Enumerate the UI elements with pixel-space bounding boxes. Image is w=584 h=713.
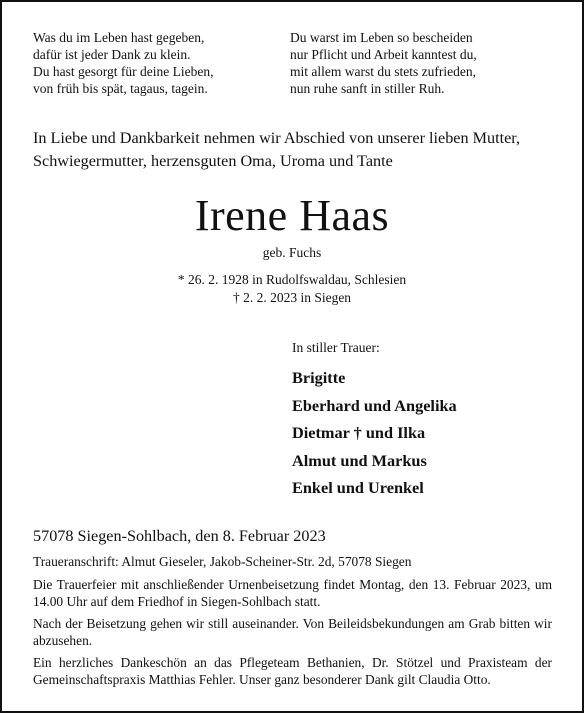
mourner-name: Brigitte: [292, 368, 346, 387]
death-date: † 2. 2. 2023 in Siegen: [232, 290, 352, 305]
mourner-name: Enkel und Urenkel: [292, 478, 424, 497]
place-date: 57078 Siegen-Sohlbach, den 8. Februar 2023: [33, 527, 326, 545]
mourner-name: Dietmar † und Ilka: [292, 423, 426, 442]
birth-date: * 26. 2. 1928 in Rudolfswaldau, Schlesien: [177, 272, 407, 287]
poem-line: Du hast gesorgt für deine Lieben,: [33, 64, 214, 79]
deceased-name: Irene Haas: [194, 191, 390, 240]
mourning-label: In stiller Trauer:: [292, 340, 380, 355]
mourner-name: Almut und Markus: [292, 450, 427, 470]
condolences-note: Nach der Beisetzung gehen wir still auseinander. Von Beileidsbekundungen am Grab bitten wir abzusehen.: [33, 616, 552, 648]
poem-line: mit allem warst du stets zufrieden,: [290, 64, 476, 79]
mourners-list: [292, 364, 457, 502]
mourning-address: Traueranschrift: Almut Gieseler, Jakob-Scheiner-Str. 2d, 57078 Siegen: [33, 554, 412, 569]
poem-line: dafür ist jeder Dank zu klein.: [33, 47, 191, 62]
poem-line: nur Pflicht und Arbeit kanntest du,: [290, 47, 477, 62]
mourner-name: Eberhard und Angelika: [292, 395, 457, 415]
poem-line: nun ruhe sanft in stiller Ruh.: [290, 81, 445, 96]
poem-left: [33, 29, 213, 97]
ceremony-info: Die Trauerfeier mit anschließender Urnenbeisetzung findet Montag, den 13. Februar 2023, um 14.00 Uhr auf dem Friedhof in Siegen-Sohlbach statt.: [33, 577, 552, 609]
poem-right: [290, 29, 477, 97]
poem-line: Was du im Leben hast gegeben,: [33, 30, 205, 45]
poem-line: Du warst im Leben so bescheiden: [290, 30, 473, 45]
birth-name: geb. Fuchs: [262, 245, 322, 260]
thanks-note: Ein herzliches Dankeschön an das Pflegeteam Bethanien, Dr. Stötzel und Praxisteam der Gemeinschaftspraxis Matthias Fehler. Unser ganz besonderer Dank gilt Claudia Otto.: [33, 655, 552, 687]
intro-line: Schwiegermutter, herzensguten Oma, Uroma und Tante: [33, 152, 393, 170]
intro-text: [33, 127, 553, 173]
poem-line: von früh bis spät, tagaus, tagein.: [33, 81, 208, 96]
notes: [33, 553, 552, 693]
intro-line: In Liebe und Dankbarkeit nehmen wir Abschied von unserer lieben Mutter,: [33, 129, 521, 147]
